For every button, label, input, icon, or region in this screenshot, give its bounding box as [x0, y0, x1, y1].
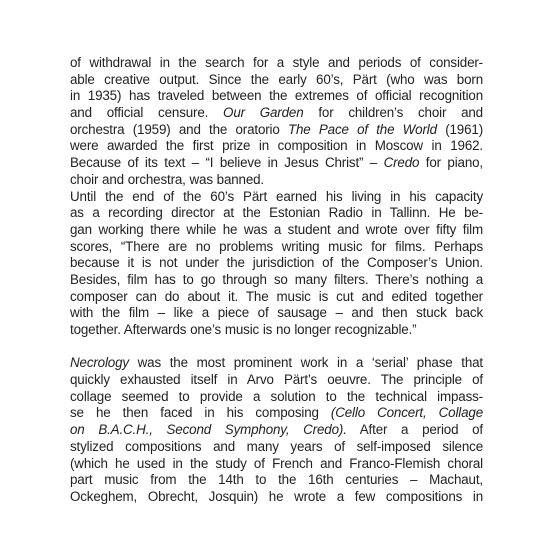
- text-line: [70, 222, 483, 239]
- text-line: [70, 456, 483, 473]
- italic-title: (Cello Concert, Collage: [330, 405, 483, 421]
- text-run: with the film – like a piece of sausage – and then stuck back: [70, 305, 483, 321]
- text-run: gan working there while he was a student and wrote over fifty film: [70, 221, 483, 237]
- text-line: [70, 205, 483, 222]
- paragraph: [70, 355, 483, 505]
- text-line: [70, 55, 483, 72]
- text-line: [70, 155, 483, 172]
- paragraph: [70, 55, 483, 189]
- text-line: [70, 472, 483, 489]
- text-line: [70, 405, 483, 422]
- text-run: stylized compositions and many years of self-imposed silence: [70, 438, 483, 454]
- text-line: [70, 322, 483, 339]
- italic-title: Necrology: [70, 355, 129, 371]
- text-line: [70, 422, 483, 439]
- text-run: composer can do about it. The music is cut and edited together: [70, 288, 483, 304]
- text-run: Because of its text – “I believe in Jesus Christ” –: [70, 155, 384, 171]
- text-line: [70, 372, 483, 389]
- text-run: After a period of: [346, 422, 483, 438]
- text-line: [70, 172, 483, 189]
- text-run: collage seemed to provide a solution to the technical impass-: [70, 388, 483, 404]
- text-run: (1961): [436, 121, 483, 137]
- text-run: se he then faced in his composing: [70, 405, 331, 421]
- text-line: [70, 355, 483, 372]
- document-page: [70, 55, 483, 506]
- text-run: of withdrawal in the search for a style and periods of consider-: [70, 55, 483, 70]
- italic-title: on B.A.C.H., Second Symphony, Credo).: [70, 422, 347, 438]
- text-line: [70, 122, 483, 139]
- text-run: and official censure.: [70, 105, 224, 121]
- text-line: [70, 439, 483, 456]
- text-line: [70, 389, 483, 406]
- text-run: choir and orchestra, was banned.: [70, 171, 265, 187]
- text-run: as a recording director at the Estonian Radio in Tallinn. He be-: [70, 205, 483, 221]
- text-run: part music from the 14th to the 16th centuries – Machaut,: [70, 472, 483, 488]
- text-line: [70, 255, 483, 272]
- paragraph: [70, 189, 483, 339]
- text-run: scores, “There are no problems writing music for films. Perhaps: [70, 238, 483, 254]
- text-run: (which he used in the study of French and Franco-Flemish choral: [70, 455, 483, 471]
- text-run: Until the end of the 60’s Pärt earned his living in his capacity: [70, 188, 483, 204]
- text-line: [70, 489, 483, 506]
- text-line: [70, 105, 483, 122]
- text-run: quickly exhausted itself in Arvo Pärt’s oeuvre. The principle of: [70, 372, 483, 388]
- text-run: for piano,: [419, 155, 483, 171]
- paragraph-gap: [70, 339, 483, 356]
- text-line: [70, 239, 483, 256]
- italic-title: Credo: [383, 155, 420, 171]
- text-line: [70, 305, 483, 322]
- text-line: [70, 289, 483, 306]
- text-run: Besides, film has to go through so many filters. There’s nothing a: [70, 271, 483, 287]
- text-line: [70, 189, 483, 206]
- text-run: were awarded the first prize in composition in Moscow in 1962.: [70, 138, 483, 154]
- italic-title: The Pace of the World: [287, 121, 437, 137]
- text-run: because it is not under the jurisdiction of the Composer’s Union.: [70, 255, 483, 271]
- text-run: in 1935) has traveled between the extremes of official recognition: [70, 88, 483, 104]
- text-run: Ockeghem, Obrecht, Josquin) he wrote a few compositions in: [70, 488, 483, 504]
- text-line: [70, 138, 483, 155]
- text-run: for children’s choir and: [303, 105, 483, 121]
- text-line: [70, 272, 483, 289]
- text-run: able creative output. Since the early 60’s, Pärt (who was born: [70, 71, 483, 87]
- text-line: [70, 88, 483, 105]
- text-line: [70, 72, 483, 89]
- text-run: orchestra (1959) and the oratorio: [70, 121, 288, 137]
- text-run: was the most prominent work in a ‘serial’ phase that: [128, 355, 483, 371]
- italic-title: Our Garden: [223, 105, 304, 121]
- text-run: together. Afterwards one’s music is no longer recognizable.”: [70, 322, 417, 337]
